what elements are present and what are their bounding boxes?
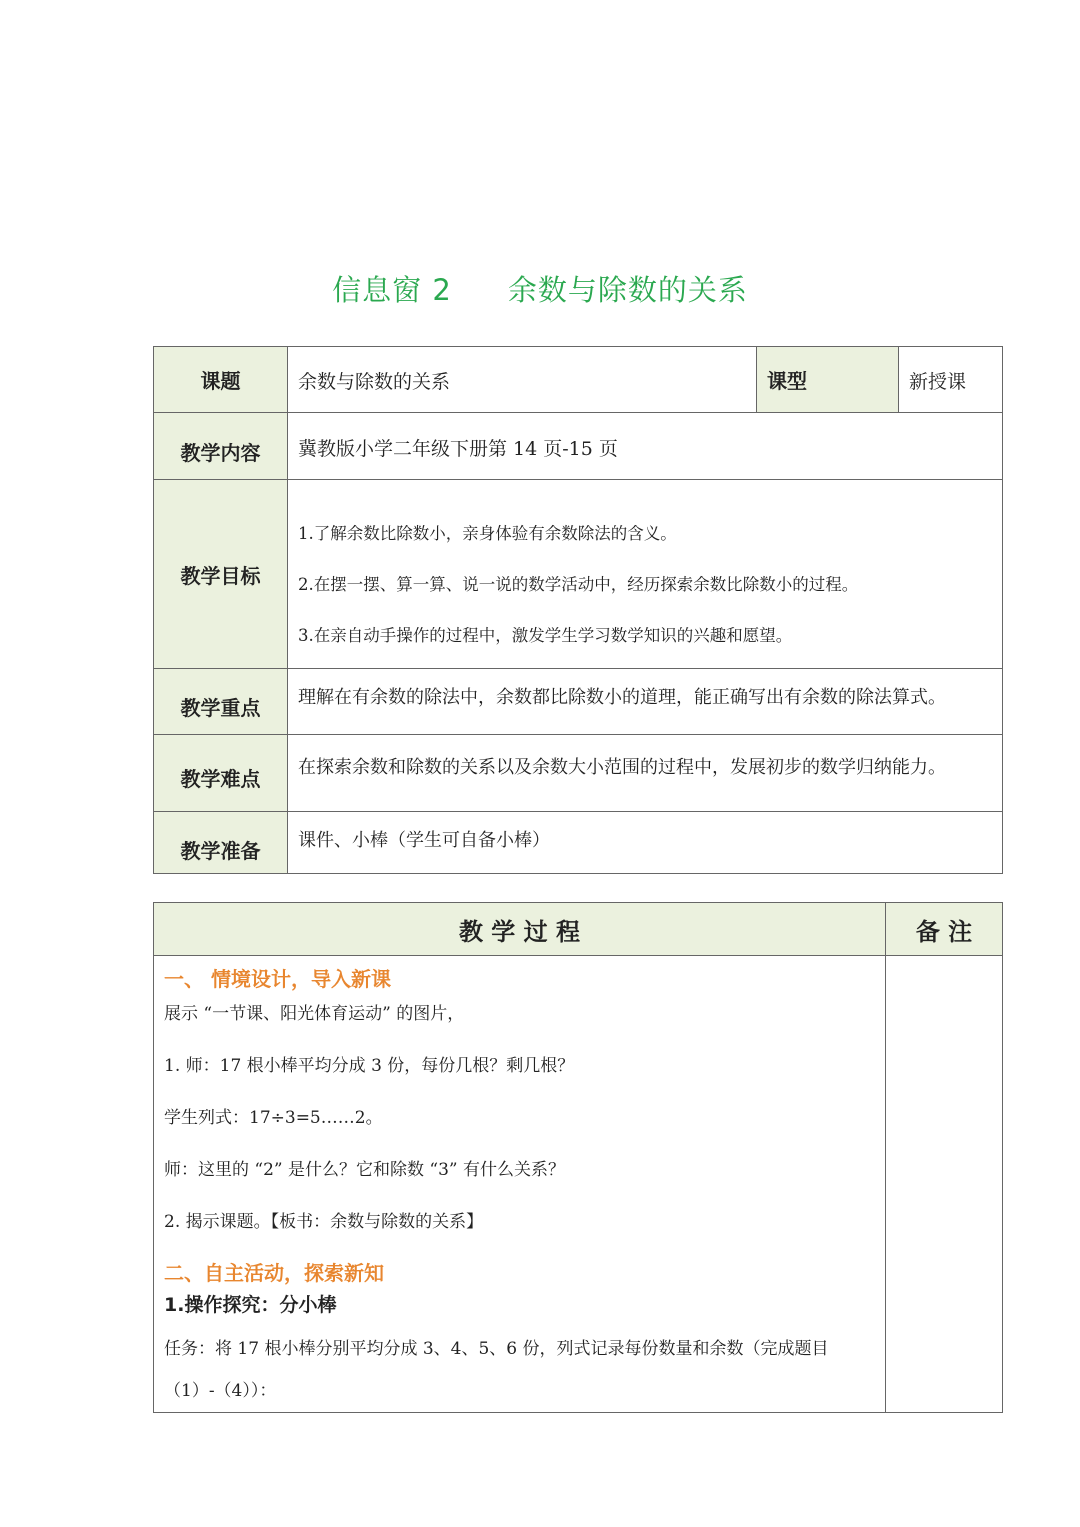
table-row [154, 669, 1003, 735]
key-label: 教学重点 [154, 669, 288, 735]
key-value: 理解在有余数的除法中，余数都比除数小的道理，能正确写出有余数的除法算式。 [288, 669, 1003, 735]
table-row [154, 956, 1003, 1413]
prep-label: 教学准备 [154, 812, 288, 874]
notes-cell [886, 956, 1003, 1413]
section-1-line: 1. 师：17 根小棒平均分成 3 份，每份几根？剩几根？ [164, 1056, 575, 1076]
content-label: 教学内容 [154, 413, 288, 480]
process-header: 教 学 过 程 [154, 903, 886, 956]
section-1-line: 展示 “一节课、阳光体育运动” 的图片， [164, 1004, 465, 1024]
lesson-info-table [153, 346, 1003, 874]
table-row [154, 812, 1003, 874]
goal-item: 1.了解余数比除数小，亲身体验有余数除法的含义。 [298, 524, 677, 543]
table-row [154, 735, 1003, 812]
topic-value: 余数与除数的关系 [288, 347, 757, 413]
page-title [0, 268, 1080, 312]
difficulty-label: 教学难点 [154, 735, 288, 812]
prep-value: 课件、小棒（学生可自备小棒） [288, 812, 1003, 874]
section-1-title: 一、 情境设计，导入新课 [164, 967, 391, 991]
table-row [154, 903, 1003, 956]
process-content [154, 956, 886, 1413]
section-1-line: 师：这里的 “2” 是什么？它和除数 “3” 有什么关系？ [164, 1160, 566, 1180]
section-2-subtitle: 1.操作探究：分小棒 [164, 1294, 337, 1316]
notes-header: 备 注 [886, 903, 1003, 956]
title-part-1: 信息窗 2 [332, 273, 452, 307]
section-2-task: 任务：将 17 根小棒分别平均分成 3、4、5、6 份，列式记录每份数量和余数（完成题目（1）-（4））： [164, 1339, 829, 1401]
content-value: 冀教版小学二年级下册第 14 页-15 页 [288, 413, 1003, 480]
section-1-line: 学生列式：17÷3=5……2。 [164, 1108, 383, 1128]
goals-label: 教学目标 [154, 480, 288, 669]
section-2-title: 二、自主活动，探索新知 [164, 1261, 384, 1285]
type-value: 新授课 [899, 347, 1003, 413]
goal-item: 2.在摆一摆、算一算、说一说的数学活动中，经历探索余数比除数小的过程。 [298, 575, 859, 594]
difficulty-value: 在探索余数和除数的关系以及余数大小范围的过程中，发展初步的数学归纳能力。 [288, 735, 1003, 812]
table-row [154, 413, 1003, 480]
type-label: 课型 [757, 347, 899, 413]
table-row [154, 480, 1003, 669]
topic-label: 课题 [154, 347, 288, 413]
table-row [154, 347, 1003, 413]
section-1-line: 2. 揭示课题。【板书：余数与除数的关系】 [164, 1212, 484, 1232]
teaching-process-table [153, 902, 1003, 1413]
title-part-2: 余数与除数的关系 [507, 273, 748, 307]
goal-item: 3.在亲自动手操作的过程中，激发学生学习数学知识的兴趣和愿望。 [298, 626, 793, 645]
goals-list [288, 480, 1003, 669]
